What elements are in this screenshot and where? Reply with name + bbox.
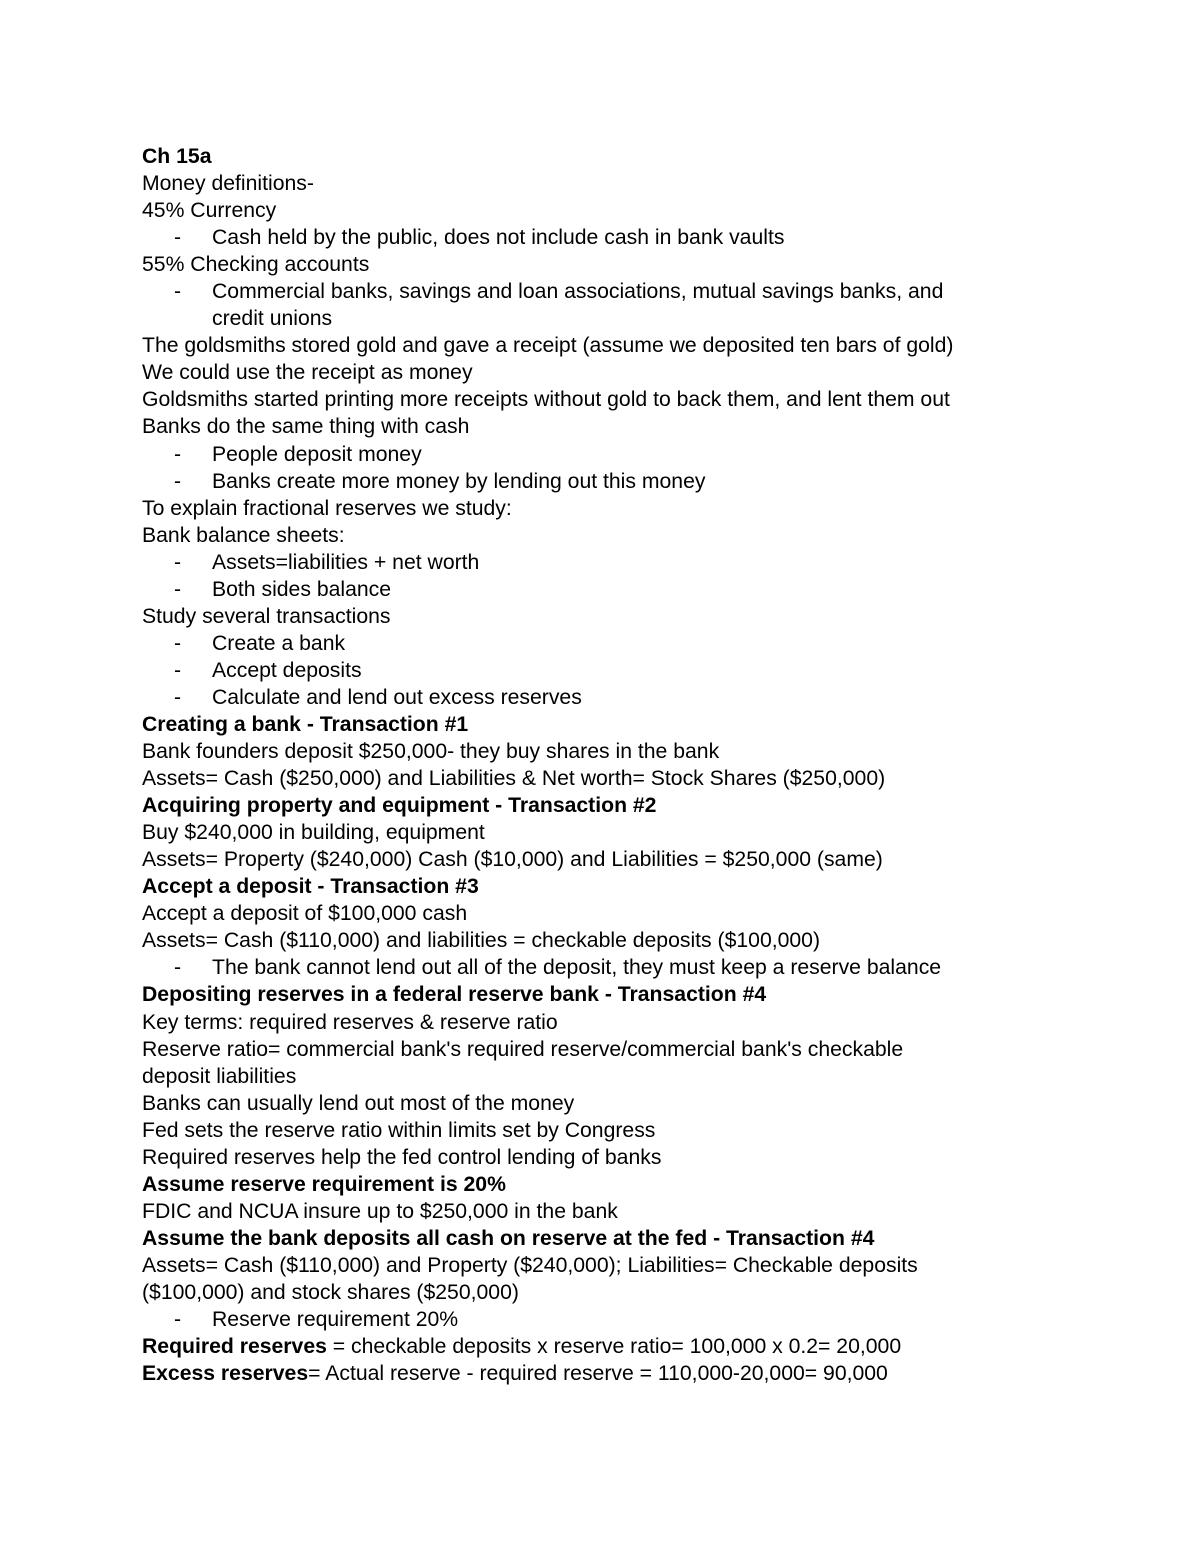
definition-term: Excess reserves bbox=[142, 1362, 309, 1386]
section-heading: Acquiring property and equipment - Transaction #2 bbox=[142, 794, 657, 818]
bullet-dash: - bbox=[174, 442, 182, 466]
text-line: Study several transactions bbox=[142, 604, 391, 628]
bullet-item bbox=[142, 549, 1102, 576]
bullet-text: The bank cannot lend out all of the deposit, they must keep a reserve balance bbox=[212, 956, 942, 980]
definition-text: = checkable deposits x reserve ratio= 100,000 x 0.2= 20,000 bbox=[326, 1335, 902, 1359]
bullet-text: Reserve requirement 20% bbox=[212, 1308, 459, 1332]
bullet-item bbox=[142, 441, 1102, 468]
text-line: ($100,000) and stock shares ($250,000) bbox=[142, 1280, 519, 1304]
bullet-dash: - bbox=[174, 550, 182, 574]
text-line: Assets= Cash ($110,000) and liabilities = checkable deposits ($100,000) bbox=[142, 929, 821, 953]
text-line: 45% Currency bbox=[142, 199, 277, 223]
bullet-text: Create a bank bbox=[212, 631, 346, 655]
bullet-item bbox=[142, 657, 1102, 684]
bullet-text: Commercial banks, savings and loan associations, mutual savings banks, and bbox=[212, 280, 944, 304]
bullet-dash: - bbox=[174, 658, 182, 682]
text-line: Assets= Cash ($110,000) and Property ($240,000); Liabilities= Checkable deposits bbox=[142, 1253, 918, 1277]
section-heading: Assume the bank deposits all cash on reserve at the fed - Transaction #4 bbox=[142, 1226, 875, 1250]
section-heading: Depositing reserves in a federal reserve bank - Transaction #4 bbox=[142, 983, 767, 1007]
definition-text: = Actual reserve - required reserve = 110,000-20,000= 90,000 bbox=[308, 1362, 888, 1386]
bullet-item bbox=[142, 630, 1102, 657]
section-heading: Assume reserve requirement is 20% bbox=[142, 1172, 506, 1196]
text-line: Banks do the same thing with cash bbox=[142, 415, 470, 439]
definition-line bbox=[142, 1333, 1102, 1360]
section-heading: Creating a bank - Transaction #1 bbox=[142, 712, 469, 736]
text-line: Required reserves help the fed control lending of banks bbox=[142, 1145, 662, 1169]
text-line: 55% Checking accounts bbox=[142, 253, 370, 277]
text-line: Money definitions- bbox=[142, 172, 314, 196]
bullet-dash: - bbox=[174, 1308, 182, 1332]
text-line: Key terms: required reserves & reserve ratio bbox=[142, 1010, 558, 1034]
bullet-item bbox=[142, 576, 1102, 603]
text-line: We could use the receipt as money bbox=[142, 361, 473, 385]
text-line: Goldsmiths started printing more receipts without gold to back them, and lent them out bbox=[142, 388, 950, 412]
bullet-dash: - bbox=[174, 469, 182, 493]
text-line: FDIC and NCUA insure up to $250,000 in the bank bbox=[142, 1199, 618, 1223]
bullet-text: People deposit money bbox=[212, 442, 422, 466]
section-heading: Accept a deposit - Transaction #3 bbox=[142, 875, 479, 899]
text-line: Assets= Cash ($250,000) and Liabilities & Net worth= Stock Shares ($250,000) bbox=[142, 767, 886, 791]
bullet-text: Both sides balance bbox=[212, 577, 392, 601]
bullet-dash: - bbox=[174, 631, 182, 655]
document-body bbox=[142, 143, 1102, 1387]
bullet-dash: - bbox=[174, 226, 182, 250]
bullet-continuation: credit unions bbox=[212, 307, 333, 331]
bullet-item bbox=[142, 224, 1102, 251]
bullet-item bbox=[142, 278, 1102, 305]
bullet-text: Cash held by the public, does not include cash in bank vaults bbox=[212, 226, 785, 250]
bullet-dash: - bbox=[174, 685, 182, 709]
bullet-text: Assets=liabilities + net worth bbox=[212, 550, 480, 574]
text-line: Accept a deposit of $100,000 cash bbox=[142, 902, 468, 926]
bullet-item bbox=[142, 1306, 1102, 1333]
text-line: Banks can usually lend out most of the money bbox=[142, 1091, 575, 1115]
bullet-text: Accept deposits bbox=[212, 658, 362, 682]
text-line: Bank founders deposit $250,000- they buy shares in the bank bbox=[142, 740, 720, 764]
text-line: The goldsmiths stored gold and gave a receipt (assume we deposited ten bars of gold) bbox=[142, 334, 954, 358]
bullet-text: Banks create more money by lending out this money bbox=[212, 469, 706, 493]
text-line: deposit liabilities bbox=[142, 1064, 297, 1088]
text-line: To explain fractional reserves we study: bbox=[142, 496, 512, 520]
bullet-item bbox=[142, 954, 1102, 981]
text-line: Assets= Property ($240,000) Cash ($10,000) and Liabilities = $250,000 (same) bbox=[142, 848, 883, 872]
bullet-dash: - bbox=[174, 577, 182, 601]
text-line: Fed sets the reserve ratio within limits set by Congress bbox=[142, 1118, 656, 1142]
bullet-text: Calculate and lend out excess reserves bbox=[212, 685, 582, 709]
definition-term: Required reserves bbox=[142, 1335, 327, 1359]
page-title: Ch 15a bbox=[142, 145, 212, 168]
definition-line bbox=[142, 1360, 1102, 1387]
bullet-item bbox=[142, 684, 1102, 711]
text-line: Buy $240,000 in building, equipment bbox=[142, 821, 485, 845]
text-line: Reserve ratio= commercial bank's required reserve/commercial bank's checkable bbox=[142, 1037, 904, 1061]
text-line: Bank balance sheets: bbox=[142, 523, 345, 547]
bullet-item bbox=[142, 468, 1102, 495]
bullet-dash: - bbox=[174, 956, 182, 980]
bullet-dash: - bbox=[174, 280, 182, 304]
